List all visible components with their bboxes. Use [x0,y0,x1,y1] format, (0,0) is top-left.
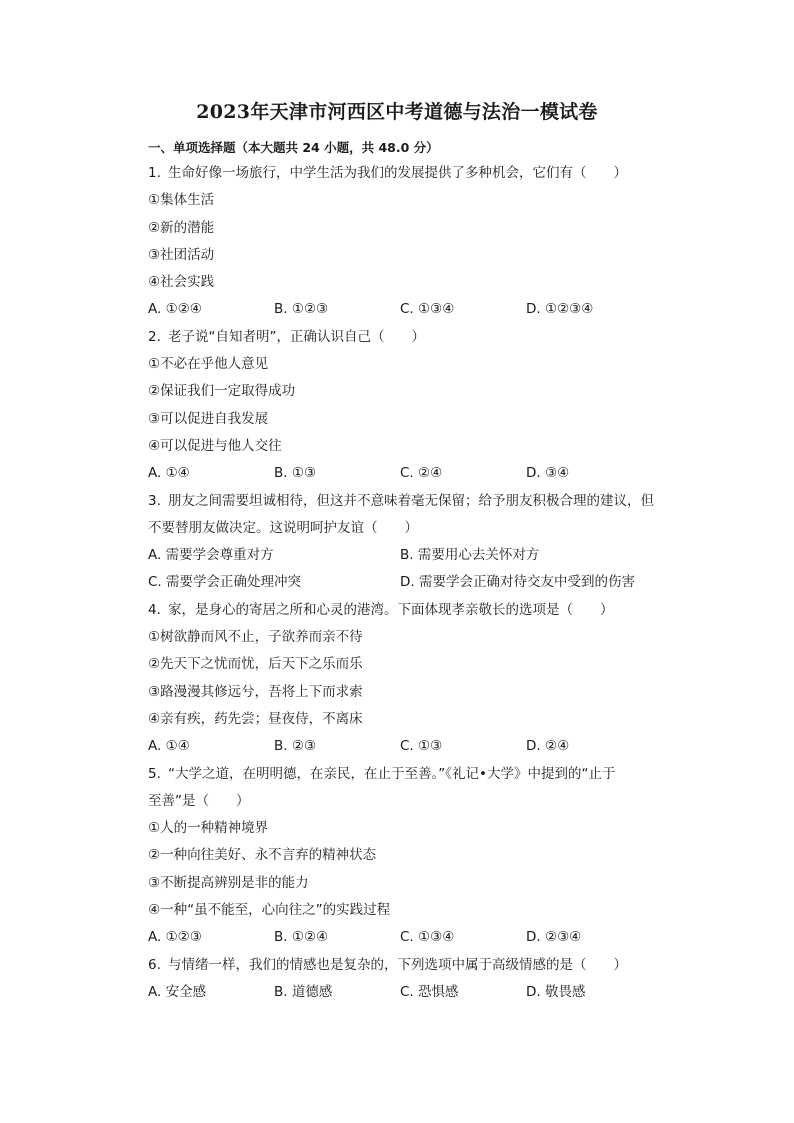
option-d: D. 需要学会正确对待交友中受到的伤害 [400,574,635,591]
section-heading: 一、单项选择题（本大题共 24 小题，共 48.0 分） [148,140,439,155]
option-d: D. ③④ [526,465,570,482]
question-number: 1. [148,165,161,181]
statement: ②一种向往美好、永不言弃的精神状态 [148,847,377,864]
statement: ③不断提高辨别是非的能力 [148,874,309,891]
question-stem [148,160,678,187]
option-d: D. 敬畏感 [526,983,586,1000]
question-3 [148,488,678,597]
statement: ④社会实践 [148,274,215,291]
statement: ③路漫漫其修远兮，吾将上下而求索 [148,683,363,700]
option-a: A. 需要学会尊重对方 [148,547,274,564]
answer-options [148,542,678,569]
question-stem [148,324,678,351]
question-number: 3. [148,492,161,509]
statement: ①树欲静而风不止，子欲养而亲不待 [148,629,363,646]
option-c: C. ②④ [400,465,443,482]
statement: ④可以促进与他人交往 [148,437,282,454]
question-stem [148,761,678,788]
answer-options [148,569,678,596]
question-stem [148,952,678,979]
answer-options [148,296,678,323]
question-number: 6. [148,956,161,973]
option-b: B. ①②④ [274,929,329,946]
question-number: 2. [148,328,161,345]
question-list [148,160,678,1006]
statement: ①不必在乎他人意见 [148,356,269,373]
question-text: 生命好像一场旅行，中学生活为我们的发展提供了多种机会，它们有（ ） [168,165,627,181]
question-number: 4. [148,601,161,618]
option-a: A. ①②④ [148,301,202,318]
question-text: “大学之道，在明明德，在亲民，在止于至善。”《礼记•大学》中提到的“止于 [168,765,616,782]
option-b: B. ①③ [274,465,317,482]
question-number: 5. [148,765,161,782]
option-c: C. ①③ [400,738,443,755]
answer-options [148,460,678,487]
statement: ①人的一种精神境界 [148,820,269,837]
statement: ②先天下之忧而忧，后天下之乐而乐 [148,656,363,673]
question-stem [148,488,678,515]
answer-options [148,733,678,760]
statement: ②保证我们一定取得成功 [148,383,296,400]
question-4 [148,597,678,761]
question-2 [148,324,678,488]
question-6 [148,952,678,1007]
option-d: D. ②④ [526,738,570,755]
statement: ②新的潜能 [148,219,215,236]
option-a: A. ①④ [148,738,190,755]
option-c: C. 需要学会正确处理冲突 [148,574,302,591]
option-d: D. ①②③④ [526,301,594,318]
option-b: B. 道德感 [274,983,333,1000]
statement: ③社团活动 [148,246,215,263]
answer-options [148,924,678,951]
question-text-continued: 不要替朋友做决定。这说明呵护友谊（ ） [148,519,418,536]
option-d: D. ②③④ [526,929,582,946]
option-b: B. ②③ [274,738,317,755]
question-text: 与情绪一样，我们的情感也是复杂的，下列选项中属于高级情感的是（ ） [168,956,627,973]
question-text: 家，是身心的寄居之所和心灵的港湾。下面体现孝亲敬长的选项是（ ） [168,601,614,618]
option-b: B. 需要用心去关怀对方 [400,547,540,564]
question-stem [148,597,678,624]
option-c: C. ①③④ [400,301,455,318]
option-b: B. ①②③ [274,301,329,318]
statement: ④亲有疾，药先尝；昼夜侍，不离床 [148,710,363,727]
question-text: 朋友之间需要坦诚相待，但这并不意味着毫无保留；给予朋友积极合理的建议，但 [168,492,654,509]
statement: ③可以促进自我发展 [148,410,269,427]
statement: ①集体生活 [148,192,215,209]
option-c: C. 恐惧感 [400,983,459,1000]
option-c: C. ①③④ [400,929,455,946]
question-text-continued: 至善”是（ ） [148,792,250,809]
exam-title: 2023年天津市河西区中考道德与法治一模试卷 [196,101,598,123]
question-5 [148,761,678,952]
option-a: A. ①④ [148,465,190,482]
question-1 [148,160,678,324]
statement: ④一种“虽不能至，心向往之”的实践过程 [148,902,391,919]
question-text: 老子说“自知者明”，正确认识自己（ ） [168,328,425,345]
answer-options [148,979,678,1006]
option-a: A. ①②③ [148,929,202,946]
option-a: A. 安全感 [148,983,207,1000]
